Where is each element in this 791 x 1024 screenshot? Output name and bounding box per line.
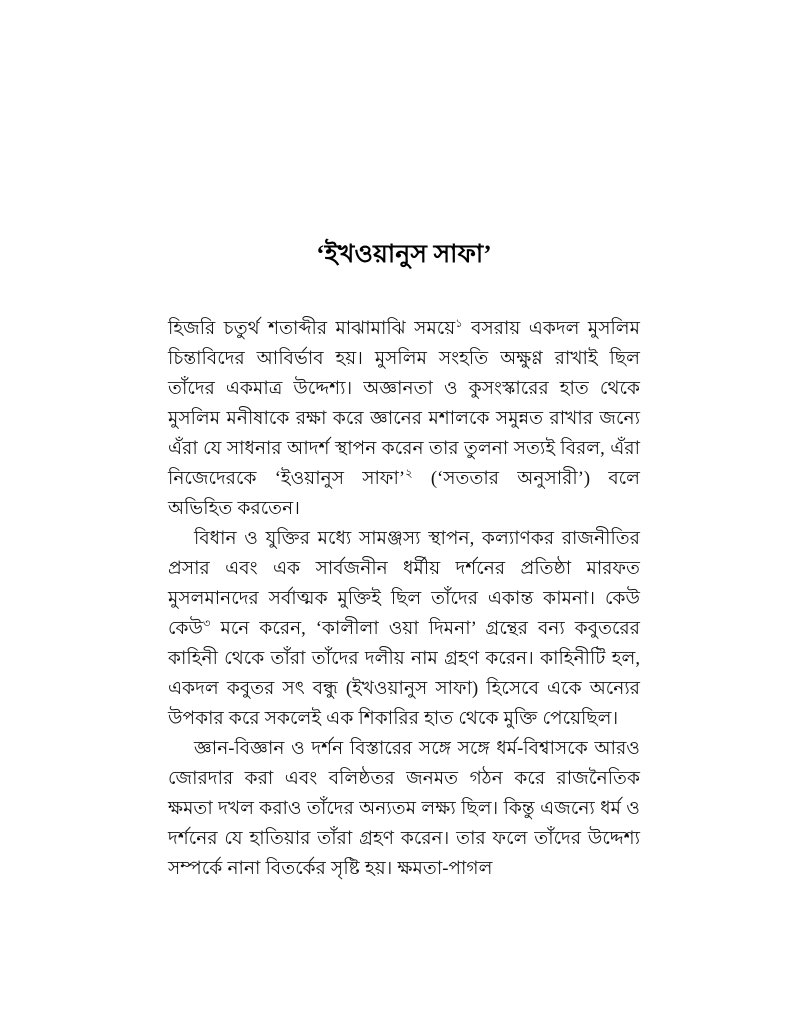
body-paragraph: জ্ঞান-বিজ্ঞান ও দর্শন বিস্তারের সঙ্গে সঙ্গে ধর্ম-বিশ্বাসকে আরও জোরদার করা এবং বলিষ্ঠতর জনমত গঠন করে রাজনৈতিক ক্ষমতা দখল করাও তাঁদের অন্যতম লক্ষ্য ছিল। কিন্তু এজন্যে ধর্ম ও দর্শনের যে হাতিয়ার তাঁরা গ্রহণ করেন। তার ফলে তাঁদের উদ্দেশ্য সম্পর্কে নানা বিতর্কের সৃষ্টি হয়। ক্ষমতা-পাগল [168,738,640,879]
body-paragraph: বিধান ও যুক্তির মধ্যে সামঞ্জস্য স্থাপন, কল্যাণকর রাজনীতির প্রসার এবং এক সার্বজনীন ধর্মীয় দর্শনের প্রতিষ্ঠা মারফত মুসলমানদের সর্বাত্মক মুক্তিই ছিল তাঁদের একান্ত কামনা। কেউ কেউ$^৩$ মনে করেন, ‘কালীলা ওয়া দিমনা’ গ্রন্থের বন্য কবুতরের কাহিনী থেকে তাঁরা তাঁদের দলীয় নাম গ্রহণ করেন। কাহিনীটি হল, একদল কবুতর সৎ বন্ধু (ইখওয়ানুস সাফা) হিসেবে একে অন্যের উপকার করে সকলেই এক শিকারির হাত থেকে মুক্তি পেয়েছিল। [168,528,640,729]
text-column [168,240,640,884]
footnote-marker: ২ [405,467,413,480]
body-paragraph: হিজরি চতুর্থ শতাব্দীর মাঝামাঝি সময়ে$^১$ বসরায় একদল মুসলিম চিন্তাবিদের আবির্ভাব হয়। মুসলিম সংহতি অক্ষুণ্ণ রাখাই ছিল তাঁদের একমাত্র উদ্দেশ্য। অজ্ঞানতা ও কুসংস্কারের হাত থেকে মুসলিম মনীষাকে রক্ষা করে জ্ঞানের মশালকে সমুন্নত রাখার জন্যে এঁরা যে সাধনার আদর্শ স্থাপন করেন তার তুলনা সত্যই বিরল, এঁরা নিজেদেরকে ‘ইওয়ানুস সাফা’$^২$ (‘সততার অনুসারী’) বলে অভিহিত করতেন। [168,317,640,519]
footnote-marker: ১ [455,317,463,330]
page-title: ‘ইখওয়ানুস সাফা’ [316,241,492,268]
footnote-marker: ৩ [203,617,211,630]
